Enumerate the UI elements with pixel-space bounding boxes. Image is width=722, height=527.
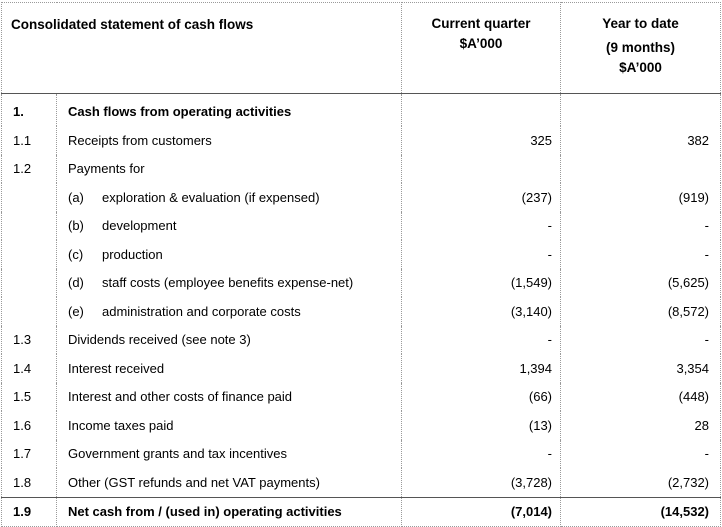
row-description: [57, 240, 402, 269]
row-description: [57, 269, 402, 298]
row-label: production: [102, 246, 163, 262]
row-label: exploration & evaluation (if expensed): [102, 189, 320, 205]
table-row: [2, 240, 721, 269]
current-quarter-value: (1,549): [402, 269, 561, 298]
current-quarter-value: (237): [402, 183, 561, 212]
ytd-value: [561, 155, 721, 184]
row-number: [2, 297, 57, 326]
table-row: [2, 155, 721, 184]
table-row: [2, 326, 721, 355]
current-quarter-value: (3,728): [402, 468, 561, 497]
current-quarter-unit: $A’000: [459, 36, 503, 51]
table-row: [2, 411, 721, 440]
table-row: [2, 468, 721, 497]
current-quarter-value: -: [402, 240, 561, 269]
current-quarter-value: -: [402, 212, 561, 241]
current-quarter-value: -: [402, 326, 561, 355]
ytd-value: (5,625): [561, 269, 721, 298]
row-sub-letter: (e): [68, 303, 84, 319]
row-number: 1.5: [2, 383, 57, 412]
row-label: Government grants and tax incentives: [68, 446, 287, 462]
row-number: 1.7: [2, 440, 57, 469]
total-number: 1.9: [2, 497, 57, 526]
table-header-row: [2, 3, 721, 94]
total-ytd: (14,532): [561, 497, 721, 526]
row-number: 1.8: [2, 468, 57, 497]
row-description: [57, 126, 402, 155]
row-label: Income taxes paid: [68, 417, 174, 433]
current-quarter-value: (3,140): [402, 297, 561, 326]
ytd-unit: $A’000: [619, 60, 662, 75]
row-number: 1.1: [2, 126, 57, 155]
row-description: [57, 411, 402, 440]
section-number: 1.: [2, 94, 57, 127]
section-label: Cash flows from operating activities: [57, 94, 402, 127]
ytd-value: (8,572): [561, 297, 721, 326]
row-description: [57, 183, 402, 212]
row-label: Interest and other costs of finance paid: [68, 389, 293, 405]
total-current-quarter: (7,014): [402, 497, 561, 526]
ytd-label: Year to date: [602, 16, 679, 31]
ytd-header: [561, 3, 721, 94]
total-label: Net cash from / (used in) operating activities: [57, 497, 402, 526]
ytd-value: -: [561, 326, 721, 355]
row-number: 1.2: [2, 155, 57, 184]
row-label: Receipts from customers: [68, 132, 212, 148]
table-row: [2, 297, 721, 326]
row-label: Other (GST refunds and net VAT payments): [68, 474, 320, 490]
total-row: [2, 497, 721, 526]
ytd-period: (9 months): [606, 40, 676, 55]
row-label: Dividends received (see note 3): [68, 332, 251, 348]
current-quarter-label: Current quarter: [431, 16, 531, 31]
current-quarter-value: (13): [402, 411, 561, 440]
row-description: [57, 326, 402, 355]
row-label: Payments for: [68, 161, 145, 177]
current-quarter-value: 1,394: [402, 354, 561, 383]
row-number: 1.3: [2, 326, 57, 355]
row-label: development: [102, 218, 177, 234]
row-number: [2, 183, 57, 212]
row-sub-letter: (d): [68, 275, 84, 291]
current-quarter-value: 325: [402, 126, 561, 155]
table-row: [2, 183, 721, 212]
row-description: [57, 468, 402, 497]
table-row: [2, 440, 721, 469]
row-number: [2, 240, 57, 269]
row-label: administration and corporate costs: [102, 303, 301, 319]
table-row: [2, 383, 721, 412]
row-sub-letter: (c): [68, 246, 84, 262]
ytd-value: -: [561, 240, 721, 269]
row-description: [57, 155, 402, 184]
row-description: [57, 297, 402, 326]
current-quarter-value: -: [402, 440, 561, 469]
statement-title: Consolidated statement of cash flows: [2, 3, 402, 94]
row-number: [2, 212, 57, 241]
row-sub-letter: (a): [68, 189, 84, 205]
table-row: [2, 212, 721, 241]
ytd-value: 382: [561, 126, 721, 155]
row-label: staff costs (employee benefits expense-net): [102, 275, 354, 291]
ytd-value: (2,732): [561, 468, 721, 497]
ytd-value: 3,354: [561, 354, 721, 383]
row-description: [57, 354, 402, 383]
table-row: [2, 354, 721, 383]
row-number: [2, 269, 57, 298]
row-description: [57, 440, 402, 469]
ytd-value: (919): [561, 183, 721, 212]
ytd-value: -: [561, 212, 721, 241]
current-quarter-header: [402, 3, 561, 94]
row-number: 1.6: [2, 411, 57, 440]
ytd-value: -: [561, 440, 721, 469]
table-row: [2, 269, 721, 298]
section-row: [2, 94, 721, 127]
row-sub-letter: (b): [68, 218, 84, 234]
ytd-value: (448): [561, 383, 721, 412]
current-quarter-value: [402, 155, 561, 184]
table-row: [2, 126, 721, 155]
current-quarter-value: (66): [402, 383, 561, 412]
row-description: [57, 383, 402, 412]
cash-flow-table: [1, 2, 721, 527]
ytd-value: 28: [561, 411, 721, 440]
row-description: [57, 212, 402, 241]
row-label: Interest received: [68, 360, 165, 376]
row-number: 1.4: [2, 354, 57, 383]
